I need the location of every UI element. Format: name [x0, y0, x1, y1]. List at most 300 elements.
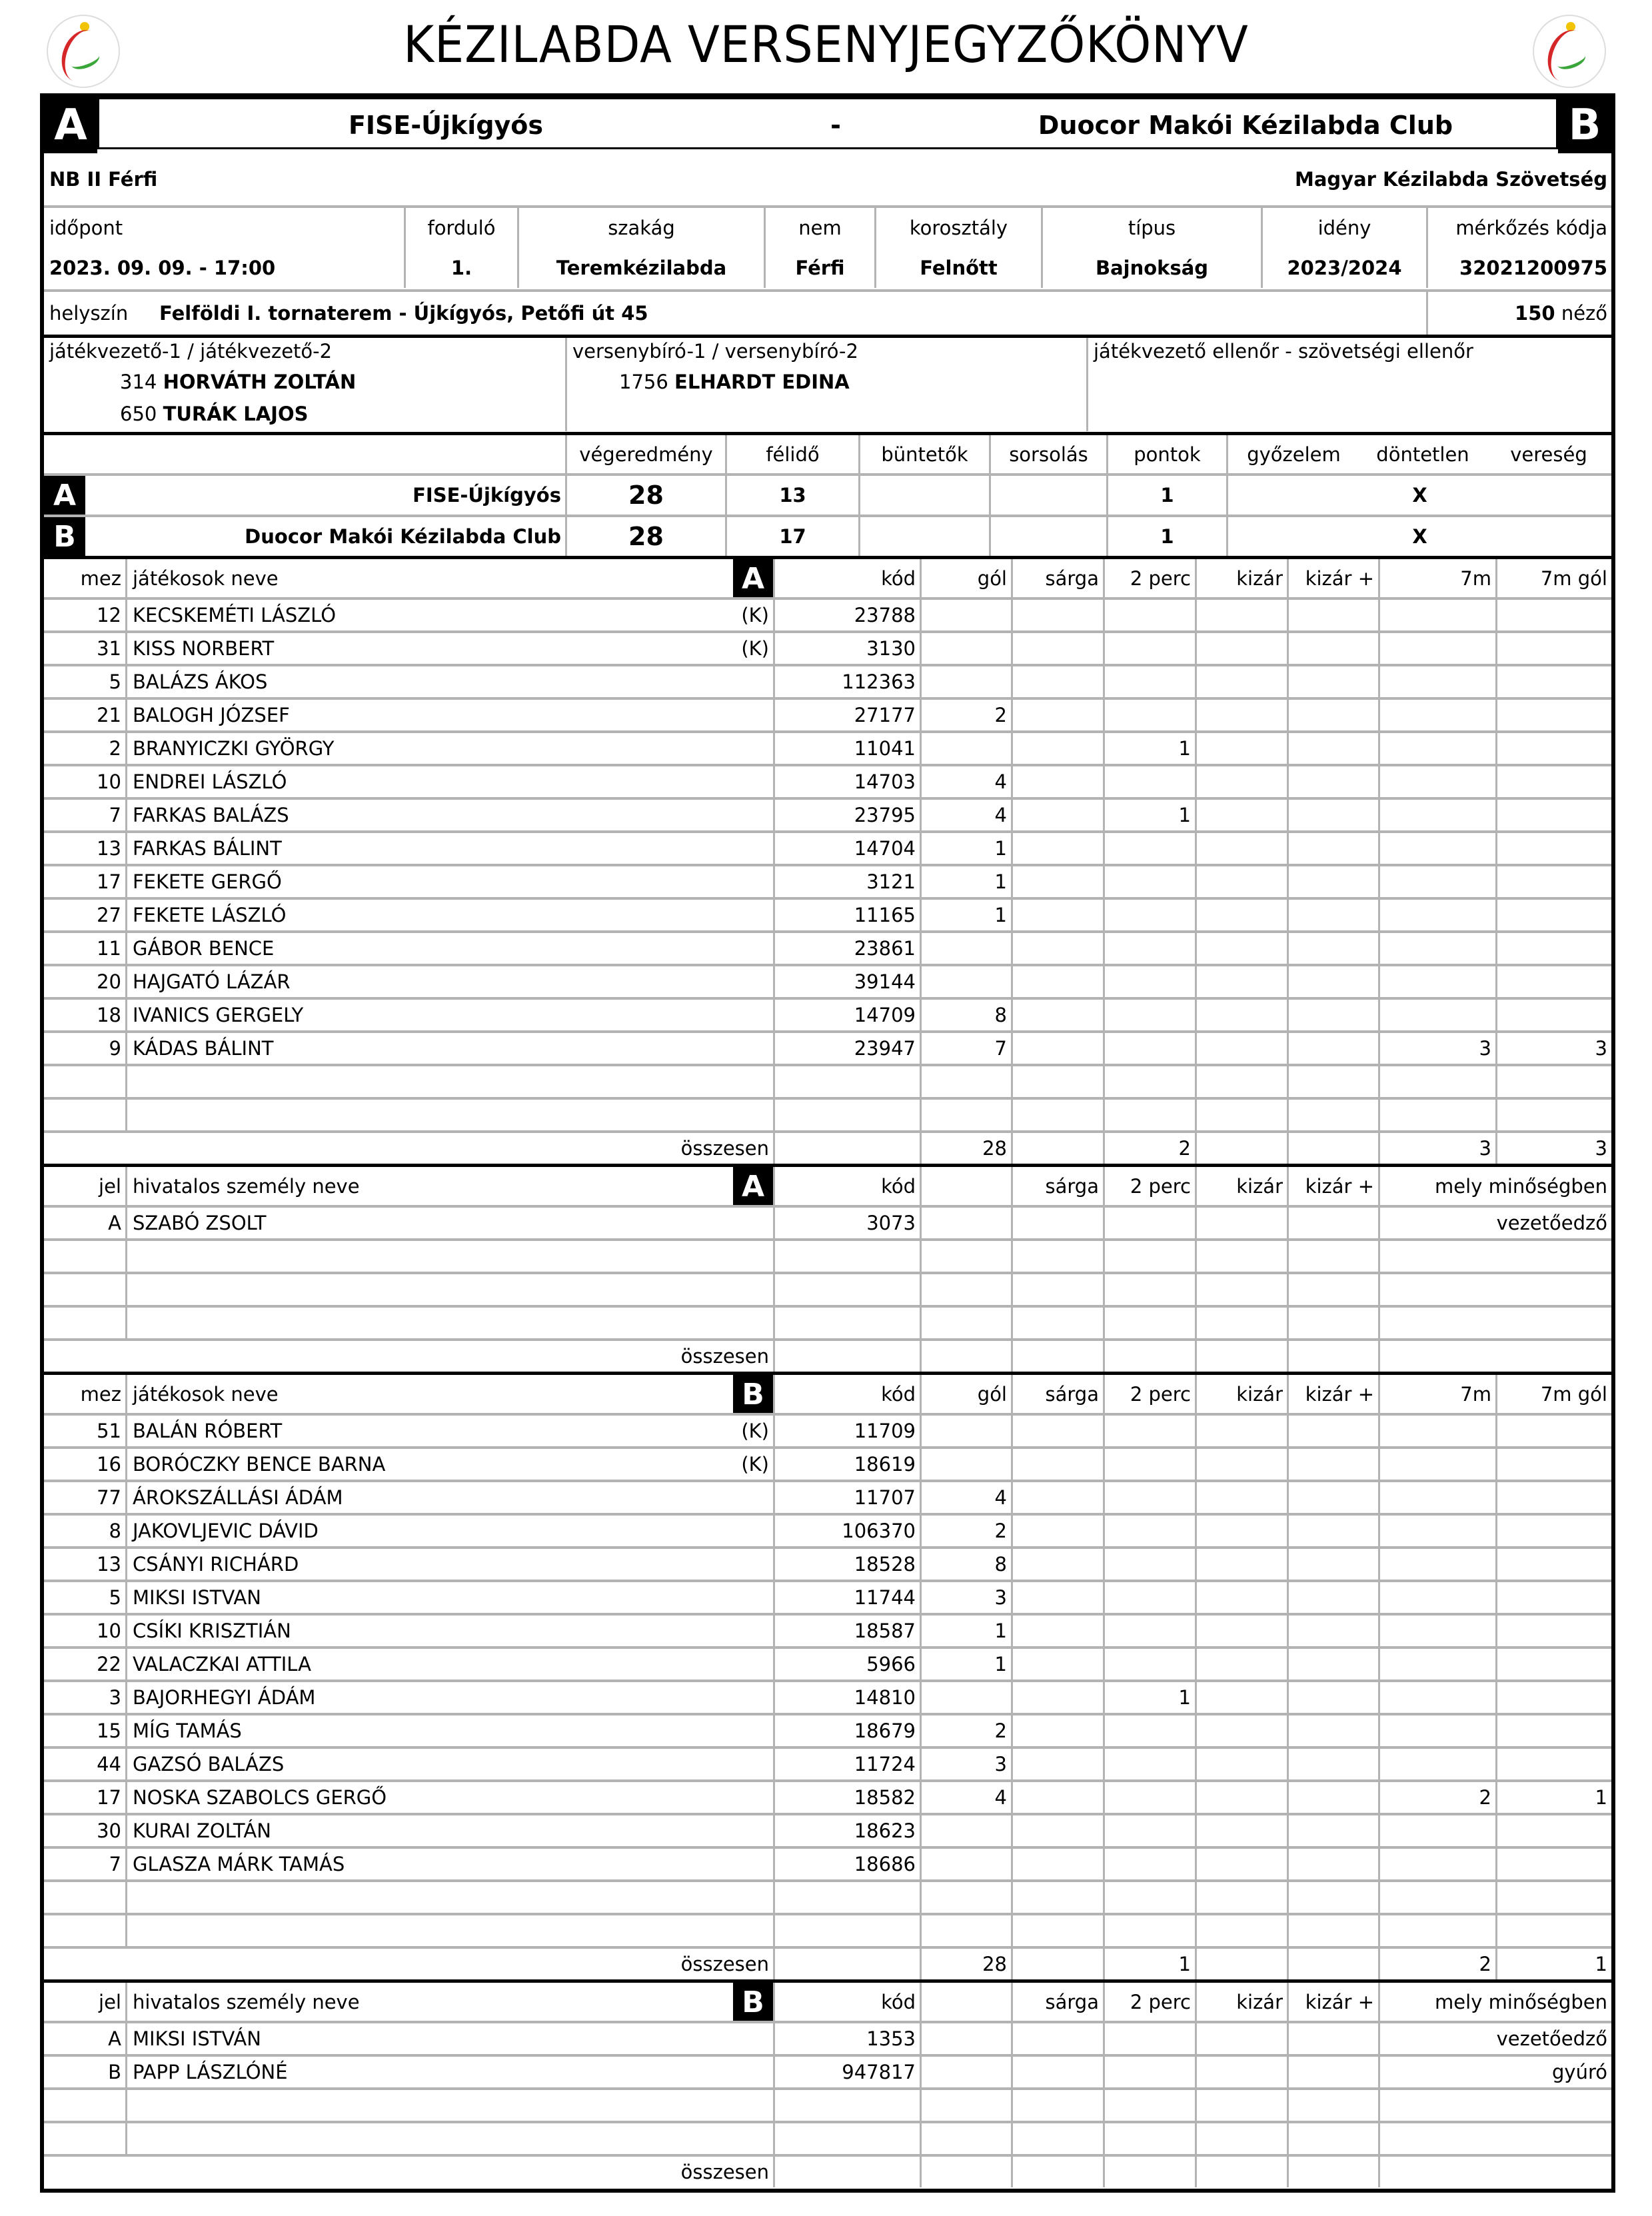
title-row — [0, 0, 1652, 93]
team-b-official-two-min — [1103, 2123, 1195, 2154]
team-a-official-two-min — [1103, 1274, 1195, 1305]
team-b-off-total-two-min — [1103, 2157, 1195, 2187]
team-a-official-dq — [1195, 1274, 1287, 1305]
team-a-player-goals: 4 — [920, 766, 1011, 797]
team-a-player-row — [44, 630, 1611, 664]
teams-separator: - — [830, 111, 841, 140]
team-b-player-no: 7 — [109, 1853, 121, 1875]
team-b-official-two-min — [1103, 2023, 1195, 2054]
team-a-player-name: KISS NORBERT — [125, 633, 773, 664]
team-a-player-sm-goal — [1495, 1000, 1611, 1030]
venue-row — [44, 289, 1611, 335]
team-a-official-mark: A — [108, 1212, 121, 1234]
team-a-players-total — [44, 1130, 1611, 1164]
team-a-col-name: játékosok neve — [125, 559, 773, 597]
team-b-player-sm — [1378, 1915, 1495, 1946]
team-a-total-name: összesen — [680, 1137, 769, 1160]
team-b-col-code: kód — [773, 1375, 920, 1413]
result-header-penalties: büntetők — [858, 435, 989, 473]
team-b-player-two-min — [1103, 1915, 1195, 1946]
team-b-official-row — [44, 2054, 1611, 2087]
team-a-player-name: KECSKEMÉTI LÁSZLÓ — [125, 600, 773, 630]
team-a-captain-mark: (K) — [741, 637, 769, 660]
team-a-player-goals — [920, 633, 1011, 664]
result-header-loss: vereség — [1510, 443, 1587, 466]
value-datetime: 2023. 09. 09. - 17:00 — [49, 257, 276, 279]
team-b-player-yellow — [1011, 1582, 1103, 1613]
team-a-player-code: 23861 — [773, 933, 920, 964]
team-b-player-goals: 1 — [920, 1649, 1011, 1679]
team-a-player-dq-plus — [1287, 1100, 1378, 1130]
result-header-draw: döntetlen — [1376, 443, 1469, 466]
label-round: forduló — [404, 208, 517, 248]
team-b-official-dq — [1195, 2123, 1287, 2154]
team-b-player-yellow — [1011, 1715, 1103, 1746]
team-b-player-no — [44, 1882, 125, 1913]
result-header-win: győzelem — [1226, 435, 1359, 473]
team-a-col-dq: kizár — [1195, 559, 1287, 597]
team-b-player-code: 18679 — [773, 1715, 920, 1746]
team-a-player-two-min — [1103, 633, 1195, 664]
team-b-player-yellow — [1011, 1749, 1103, 1779]
team-a-off-col-two-min: 2 perc — [1103, 1167, 1195, 1205]
team-a-official-blank — [920, 1241, 1011, 1272]
team-a-player-name: IVANICS GERGELY — [125, 1000, 773, 1030]
team-a-player-sm — [1378, 966, 1495, 997]
result-team-a-outcome: X — [1226, 476, 1611, 515]
team-a-official-blank — [920, 1208, 1011, 1238]
team-a-official-yellow — [1011, 1241, 1103, 1272]
team-b-player-name: CSÁNYI RICHÁRD — [125, 1549, 773, 1580]
team-a-player-name: BRANYICZKI GYÖRGY — [125, 733, 773, 764]
team-a-player-name: FEKETE GERGŐ — [125, 866, 773, 897]
team-a-player-name: BALOGH JÓZSEF — [125, 700, 773, 730]
team-a-player-sm-goal — [1495, 833, 1611, 864]
team-a-official-row — [44, 1305, 1611, 1338]
team-b-official-name — [125, 2123, 773, 2154]
team-b-off-col-code: kód — [773, 1983, 920, 2021]
team-b-officials-badge: B — [733, 1983, 773, 2021]
referee-1 — [115, 367, 356, 397]
team-b-total-no — [44, 1949, 125, 1979]
team-b-col-no: mez — [80, 1382, 121, 1406]
team-a-player-yellow — [1011, 1033, 1103, 1064]
team-b-player-name: MIKSI ISTVAN — [125, 1582, 773, 1613]
team-a-col-code: kód — [773, 559, 920, 597]
team-b-player-sm — [1378, 1715, 1495, 1746]
team-b-players-total — [44, 1946, 1611, 1979]
team-a-player-no — [44, 1066, 125, 1097]
result-rows — [44, 473, 1611, 556]
team-b-player-code: 14810 — [773, 1682, 920, 1713]
team-a-player-goals — [920, 966, 1011, 997]
team-a-player-yellow — [1011, 833, 1103, 864]
timekeeper-1 — [614, 367, 850, 397]
team-b-player-sm-goal — [1495, 1649, 1611, 1679]
result-team-a-half: 13 — [725, 476, 858, 515]
result-team-b-final: 28 — [565, 517, 725, 556]
team-b-player-dq-plus — [1287, 1482, 1378, 1513]
value-discipline: Teremkézilabda — [517, 248, 764, 288]
value-season: 2023/2024 — [1261, 248, 1426, 288]
team-b-player-sm — [1378, 1649, 1495, 1679]
team-a-player-code — [773, 1066, 920, 1097]
team-a-officials-badge: A — [733, 1167, 773, 1206]
team-a-player-goals: 1 — [920, 833, 1011, 864]
team-b-off-total-role — [1378, 2157, 1611, 2187]
team-b-col-goals: gól — [920, 1375, 1011, 1413]
team-a-badge: A — [44, 97, 97, 153]
team-a-player-code: 11041 — [773, 733, 920, 764]
referees-block — [44, 338, 565, 431]
team-b-player-goals — [920, 1449, 1011, 1480]
team-a-off-col-mark: jel — [99, 1174, 121, 1198]
team-b-captain-mark: (K) — [741, 1453, 769, 1476]
team-b-player-code: 18623 — [773, 1815, 920, 1846]
team-a-player-dq-plus — [1287, 900, 1378, 930]
team-a-official-name: SZABÓ ZSOLT — [125, 1208, 773, 1238]
value-gender: Férfi — [764, 248, 874, 288]
team-a-player-goals — [920, 933, 1011, 964]
team-a-official-dq-plus — [1287, 1241, 1378, 1272]
team-b-official-row — [44, 2121, 1611, 2154]
team-a-player-dq — [1195, 700, 1287, 730]
team-a-player-goals: 8 — [920, 1000, 1011, 1030]
team-a-player-sm-goal — [1495, 1066, 1611, 1097]
referee-1-name: HORVÁTH ZOLTÁN — [163, 371, 357, 393]
result-header-row — [44, 432, 1611, 473]
team-a-official-yellow — [1011, 1308, 1103, 1338]
team-a-col-goals: gól — [920, 559, 1011, 597]
team-a-player-goals — [920, 733, 1011, 764]
team-b-official-name: MIKSI ISTVÁN — [125, 2023, 773, 2054]
team-a-player-row — [44, 930, 1611, 964]
team-b-player-no: 51 — [97, 1420, 121, 1442]
team-b-player-row — [44, 1879, 1611, 1913]
team-a-player-two-min — [1103, 700, 1195, 730]
team-a-player-no: 17 — [97, 870, 121, 893]
team-a-player-two-min: 1 — [1103, 733, 1195, 764]
team-a-player-two-min — [1103, 1033, 1195, 1064]
team-b-player-sm-goal: 1 — [1495, 1782, 1611, 1813]
team-a-official-dq — [1195, 1241, 1287, 1272]
team-a-player-sm — [1378, 600, 1495, 630]
team-a-player-dq-plus — [1287, 966, 1378, 997]
team-a-col-no: mez — [80, 566, 121, 590]
team-a-player-name: BALÁZS ÁKOS — [125, 666, 773, 697]
team-a-player-two-min — [1103, 766, 1195, 797]
team-a-player-no: 7 — [109, 804, 121, 826]
team-b-off-total-mark — [44, 2157, 125, 2187]
team-b-player-sm — [1378, 1849, 1495, 1879]
team-b-player-row — [44, 1779, 1611, 1813]
team-a-player-sm — [1378, 1100, 1495, 1130]
team-b-player-goals — [920, 1416, 1011, 1446]
team-b-off-col-dq: kizár — [1195, 1983, 1287, 2021]
team-b-name: Duocor Makói Kézilabda Club — [1038, 111, 1453, 140]
team-a-player-dq-plus — [1287, 1033, 1378, 1064]
team-b-official-mark — [44, 2090, 125, 2121]
team-b-player-goals: 2 — [920, 1516, 1011, 1546]
team-a-total-two-min: 2 — [1103, 1133, 1195, 1164]
team-a-player-sm — [1378, 733, 1495, 764]
team-b-official-role — [1378, 2090, 1611, 2121]
team-b-official-dq-plus — [1287, 2057, 1378, 2087]
team-b-player-name: CSÍKI KRISZTIÁN — [125, 1616, 773, 1646]
team-a-player-sm — [1378, 866, 1495, 897]
team-b-player-no: 13 — [97, 1553, 121, 1576]
team-a-player-name — [125, 1100, 773, 1130]
team-a-player-two-min — [1103, 966, 1195, 997]
team-b-player-goals — [920, 1915, 1011, 1946]
team-a-player-dq — [1195, 800, 1287, 830]
supervisors-block — [1086, 338, 1611, 431]
team-b-player-two-min — [1103, 1849, 1195, 1879]
team-a-player-row — [44, 697, 1611, 730]
team-a-player-dq — [1195, 766, 1287, 797]
team-b-player-two-min — [1103, 1815, 1195, 1846]
team-a-player-no: 21 — [97, 704, 121, 726]
team-a-official-code — [773, 1308, 920, 1338]
team-b-player-yellow — [1011, 1449, 1103, 1480]
team-a-player-no: 13 — [97, 837, 121, 860]
team-b-off-total-yellow — [1011, 2157, 1103, 2187]
team-b-player-no: 22 — [97, 1653, 121, 1675]
team-b-player-name — [125, 1882, 773, 1913]
team-a-player-no: 11 — [97, 937, 121, 960]
team-a-player-yellow — [1011, 666, 1103, 697]
team-b-player-dq — [1195, 1782, 1287, 1813]
team-b-player-sm-goal — [1495, 1549, 1611, 1580]
team-a-player-dq-plus — [1287, 700, 1378, 730]
team-a-player-name: GÁBOR BENCE — [125, 933, 773, 964]
team-a-player-sm — [1378, 900, 1495, 930]
team-a-official-name — [125, 1241, 773, 1272]
teams-header-box — [97, 97, 1558, 149]
team-b-player-row — [44, 1646, 1611, 1679]
team-a-off-col-code: kód — [773, 1167, 920, 1205]
team-b-player-dq — [1195, 1749, 1287, 1779]
team-a-player-name: FARKAS BÁLINT — [125, 833, 773, 864]
team-a-official-two-min — [1103, 1208, 1195, 1238]
team-a-player-yellow — [1011, 633, 1103, 664]
team-b-player-no: 3 — [109, 1686, 121, 1709]
team-a-off-col-dq-plus: kizár + — [1287, 1167, 1378, 1205]
team-a-player-yellow — [1011, 966, 1103, 997]
team-a-player-two-min — [1103, 833, 1195, 864]
team-b-player-no: 5 — [109, 1586, 121, 1609]
team-b-player-sm-goal — [1495, 1815, 1611, 1846]
team-b-players-header — [44, 1372, 1611, 1413]
team-b-player-code: 5966 — [773, 1649, 920, 1679]
team-b-player-sm-goal — [1495, 1449, 1611, 1480]
team-b-player-code — [773, 1882, 920, 1913]
team-b-player-row — [44, 1546, 1611, 1580]
result-row-b — [44, 515, 1611, 556]
team-b-player-sm-goal — [1495, 1416, 1611, 1446]
team-b-player-name — [125, 1915, 773, 1946]
team-b-player-name: GAZSÓ BALÁZS — [125, 1749, 773, 1779]
team-b-player-name: KURAI ZOLTÁN — [125, 1815, 773, 1846]
venue-value: Felföldi I. tornaterem - Újkígyós, Petőfi út 45 — [159, 302, 648, 325]
team-a-player-dq-plus — [1287, 1000, 1378, 1030]
competition-name: NB II Férfi — [49, 168, 158, 191]
team-a-total-goals: 28 — [920, 1133, 1011, 1164]
team-a-player-two-min — [1103, 1000, 1195, 1030]
supervisors-label: játékvezető ellenőr - szövetségi ellenőr — [1094, 340, 1473, 363]
team-a-official-dq-plus — [1287, 1208, 1378, 1238]
team-a-col-two_min: 2 perc — [1103, 559, 1195, 597]
team-a-official-yellow — [1011, 1208, 1103, 1238]
team-a-player-name: KÁDAS BÁLINT — [125, 1033, 773, 1064]
team-b-col-dq_plus: kizár + — [1287, 1375, 1378, 1413]
team-a-player-no — [44, 1100, 125, 1130]
team-b-player-no — [44, 1915, 125, 1946]
team-a-player-sm-goal: 3 — [1495, 1033, 1611, 1064]
team-a-player-code: 3121 — [773, 866, 920, 897]
team-a-col-dq_plus: kizár + — [1287, 559, 1378, 597]
team-b-player-yellow — [1011, 1915, 1103, 1946]
team-b-player-two-min — [1103, 1715, 1195, 1746]
result-team-a-points: 1 — [1106, 476, 1226, 515]
team-b-official-name: PAPP LÁSZLÓNÉ — [125, 2057, 773, 2087]
team-a-player-sm-goal — [1495, 866, 1611, 897]
value-round: 1. — [404, 248, 517, 288]
venue-label: helyszín — [49, 302, 129, 325]
team-b-player-yellow — [1011, 1782, 1103, 1813]
result-header-final: végeredmény — [565, 435, 725, 473]
federation-logo-right — [1533, 15, 1606, 88]
team-b-player-two-min — [1103, 1782, 1195, 1813]
team-a-col-sm: 7m — [1378, 559, 1495, 597]
team-b-official-blank — [920, 2023, 1011, 2054]
team-b-player-two-min — [1103, 1649, 1195, 1679]
team-a-official-yellow — [1011, 1274, 1103, 1305]
team-b-player-goals: 2 — [920, 1715, 1011, 1746]
team-b-off-total-dq-plus — [1287, 2157, 1378, 2187]
page-title: KÉZILABDA VERSENYJEGYZŐKÖNYV — [403, 15, 1249, 74]
team-b-player-code: 11724 — [773, 1749, 920, 1779]
team-b-total-yellow — [1011, 1949, 1103, 1979]
team-a-players-header — [44, 556, 1611, 597]
team-b-player-sm — [1378, 1582, 1495, 1613]
team-b-player-goals — [920, 1882, 1011, 1913]
team-b-player-two-min — [1103, 1616, 1195, 1646]
team-b-official-dq — [1195, 2057, 1287, 2087]
team-b-off-total-dq — [1195, 2157, 1287, 2187]
team-a-player-goals — [920, 600, 1011, 630]
timekeepers-block — [565, 338, 1086, 431]
team-b-player-sm — [1378, 1416, 1495, 1446]
team-b-player-no: 17 — [97, 1786, 121, 1809]
team-a-player-goals: 1 — [920, 900, 1011, 930]
team-b-player-two-min — [1103, 1549, 1195, 1580]
team-b-player-dq-plus — [1287, 1849, 1378, 1879]
team-b-official-blank — [920, 2057, 1011, 2087]
team-b-player-dq-plus — [1287, 1882, 1378, 1913]
team-a-official-role — [1378, 1274, 1611, 1305]
timekeepers-label: versenybíró-1 / versenybíró-2 — [572, 340, 858, 363]
team-b-player-row — [44, 1480, 1611, 1513]
team-b-player-sm-goal — [1495, 1715, 1611, 1746]
team-a-player-yellow — [1011, 800, 1103, 830]
team-a-player-two-min: 1 — [1103, 800, 1195, 830]
result-header-draw-lot: sorsolás — [989, 435, 1106, 473]
team-b-player-name: BORÓCZKY BENCE BARNA — [125, 1449, 773, 1480]
team-a-official-row — [44, 1238, 1611, 1272]
team-a-player-goals — [920, 1100, 1011, 1130]
team-b-player-two-min — [1103, 1516, 1195, 1546]
result-header-half: félidő — [725, 435, 858, 473]
team-a-player-sm-goal — [1495, 666, 1611, 697]
team-b-player-yellow — [1011, 1649, 1103, 1679]
team-b-player-dq — [1195, 1849, 1287, 1879]
team-b-player-no: 15 — [97, 1719, 121, 1742]
team-b-player-code: 11709 — [773, 1416, 920, 1446]
team-b-player-dq-plus — [1287, 1616, 1378, 1646]
team-a-official-mark — [44, 1241, 125, 1272]
team-a-player-sm — [1378, 1000, 1495, 1030]
team-b-player-row — [44, 1813, 1611, 1846]
team-a-player-dq — [1195, 933, 1287, 964]
team-b-col-name: játékosok neve — [125, 1375, 773, 1413]
team-b-player-dq — [1195, 1815, 1287, 1846]
team-a-player-two-min — [1103, 900, 1195, 930]
team-b-player-goals: 1 — [920, 1616, 1011, 1646]
team-a-officials-total — [44, 1338, 1611, 1372]
timekeeper-1-name: ELHARDT EDINA — [674, 371, 850, 393]
team-a-player-code: 23788 — [773, 600, 920, 630]
team-b-player-dq — [1195, 1616, 1287, 1646]
team-b-player-row — [44, 1580, 1611, 1613]
team-b-off-col-mark: jel — [99, 1990, 121, 2013]
team-b-player-two-min — [1103, 1582, 1195, 1613]
team-a-player-sm — [1378, 800, 1495, 830]
result-team-b-outcome: X — [1226, 517, 1611, 556]
team-a-official-code — [773, 1241, 920, 1272]
team-a-official-role — [1378, 1241, 1611, 1272]
team-b-player-row — [44, 1713, 1611, 1746]
team-b-player-yellow — [1011, 1815, 1103, 1846]
scoresheet-frame — [40, 93, 1615, 2193]
team-a-player-goals — [920, 666, 1011, 697]
team-b-player-sm — [1378, 1549, 1495, 1580]
timekeeper-1-code: 1756 — [619, 371, 668, 393]
team-b-player-row — [44, 1413, 1611, 1446]
team-a-player-code: 27177 — [773, 700, 920, 730]
team-a-player-dq — [1195, 1066, 1287, 1097]
team-b-player-no: 30 — [97, 1819, 121, 1842]
team-b-player-dq-plus — [1287, 1449, 1378, 1480]
team-b-official-row — [44, 2021, 1611, 2054]
team-a-name: FISE-Újkígyós — [348, 111, 544, 140]
team-b-player-goals: 4 — [920, 1782, 1011, 1813]
team-a-player-row — [44, 597, 1611, 630]
result-header-points: pontok — [1106, 435, 1226, 473]
referees-label: játékvezető-1 / játékvezető-2 — [49, 340, 333, 363]
team-b-player-two-min — [1103, 1416, 1195, 1446]
team-b-player-code: 18528 — [773, 1549, 920, 1580]
team-b-player-yellow — [1011, 1516, 1103, 1546]
team-a-player-dq — [1195, 866, 1287, 897]
team-a-player-sm-goal — [1495, 933, 1611, 964]
team-b-official-code — [773, 2123, 920, 2154]
result-team-b-half: 17 — [725, 517, 858, 556]
team-b-official-mark: B — [108, 2061, 121, 2083]
team-a-player-sm-goal — [1495, 900, 1611, 930]
team-a-player-two-min — [1103, 866, 1195, 897]
team-a-off-total-code — [773, 1341, 920, 1372]
